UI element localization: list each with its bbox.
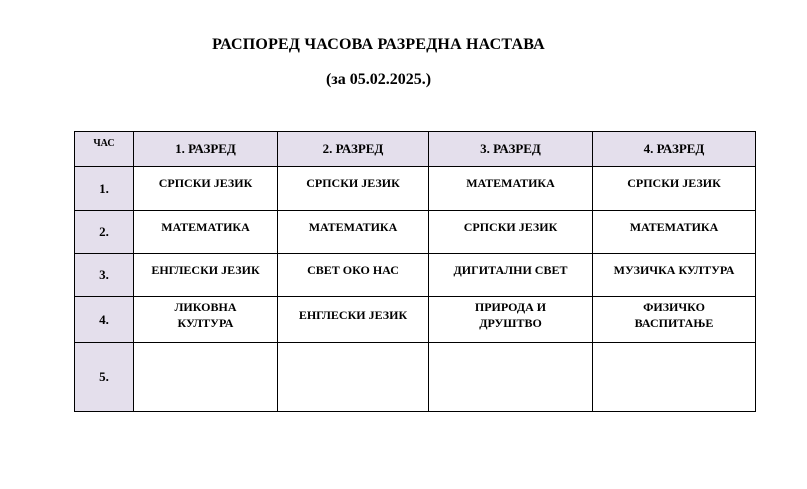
subject-cell: ЕНГЛЕСКИ ЈЕЗИК: [134, 254, 278, 297]
column-header-hour: ЧАС: [75, 132, 134, 167]
subject-cell: СВЕТ ОКО НАС: [278, 254, 429, 297]
subject-cell: СРПСКИ ЈЕЗИК: [134, 167, 278, 211]
subject-cell: МАТЕМАТИКА: [429, 167, 593, 211]
column-header-grade-2: 2. РАЗРЕД: [278, 132, 429, 167]
subject-cell: ПРИРОДА И ДРУШТВО: [429, 297, 593, 343]
subject-cell: МУЗИЧКА КУЛТУРА: [593, 254, 756, 297]
subject-cell: ФИЗИЧКО ВАСПИТАЊЕ: [593, 297, 756, 343]
table-row: [75, 254, 756, 297]
subject-cell-empty: [278, 343, 429, 412]
column-header-grade-4: 4. РАЗРЕД: [593, 132, 756, 167]
hour-cell: 4.: [75, 297, 134, 343]
subject-cell: ДИГИТАЛНИ СВЕТ: [429, 254, 593, 297]
hour-cell: 5.: [75, 343, 134, 412]
column-header-grade-3: 3. РАЗРЕД: [429, 132, 593, 167]
column-header-grade-1: 1. РАЗРЕД: [134, 132, 278, 167]
page-subtitle-date: (за 05.02.2025.): [325, 71, 432, 88]
table-header-row: [75, 132, 756, 167]
subject-cell: МАТЕМАТИКА: [278, 211, 429, 254]
subject-cell: СРПСКИ ЈЕЗИК: [593, 167, 756, 211]
subject-cell: ЕНГЛЕСКИ ЈЕЗИК: [278, 297, 429, 343]
hour-cell: 2.: [75, 211, 134, 254]
hour-cell: 1.: [75, 167, 134, 211]
subject-cell-empty: [134, 343, 278, 412]
table-row: [75, 167, 756, 211]
subject-cell: МАТЕМАТИКА: [134, 211, 278, 254]
schedule-table: [74, 131, 756, 412]
subject-cell-empty: [429, 343, 593, 412]
hour-cell: 3.: [75, 254, 134, 297]
subject-cell: СРПСКИ ЈЕЗИК: [429, 211, 593, 254]
subject-cell: СРПСКИ ЈЕЗИК: [278, 167, 429, 211]
subject-cell: ЛИКОВНА КУЛТУРА: [134, 297, 278, 343]
table-row: [75, 297, 756, 343]
subject-cell: МАТЕМАТИКА: [593, 211, 756, 254]
subject-cell-empty: [593, 343, 756, 412]
table-row: [75, 343, 756, 412]
table-row: [75, 211, 756, 254]
page-title: РАСПОРЕД ЧАСОВА РАЗРЕДНА НАСТАВА: [212, 36, 545, 53]
